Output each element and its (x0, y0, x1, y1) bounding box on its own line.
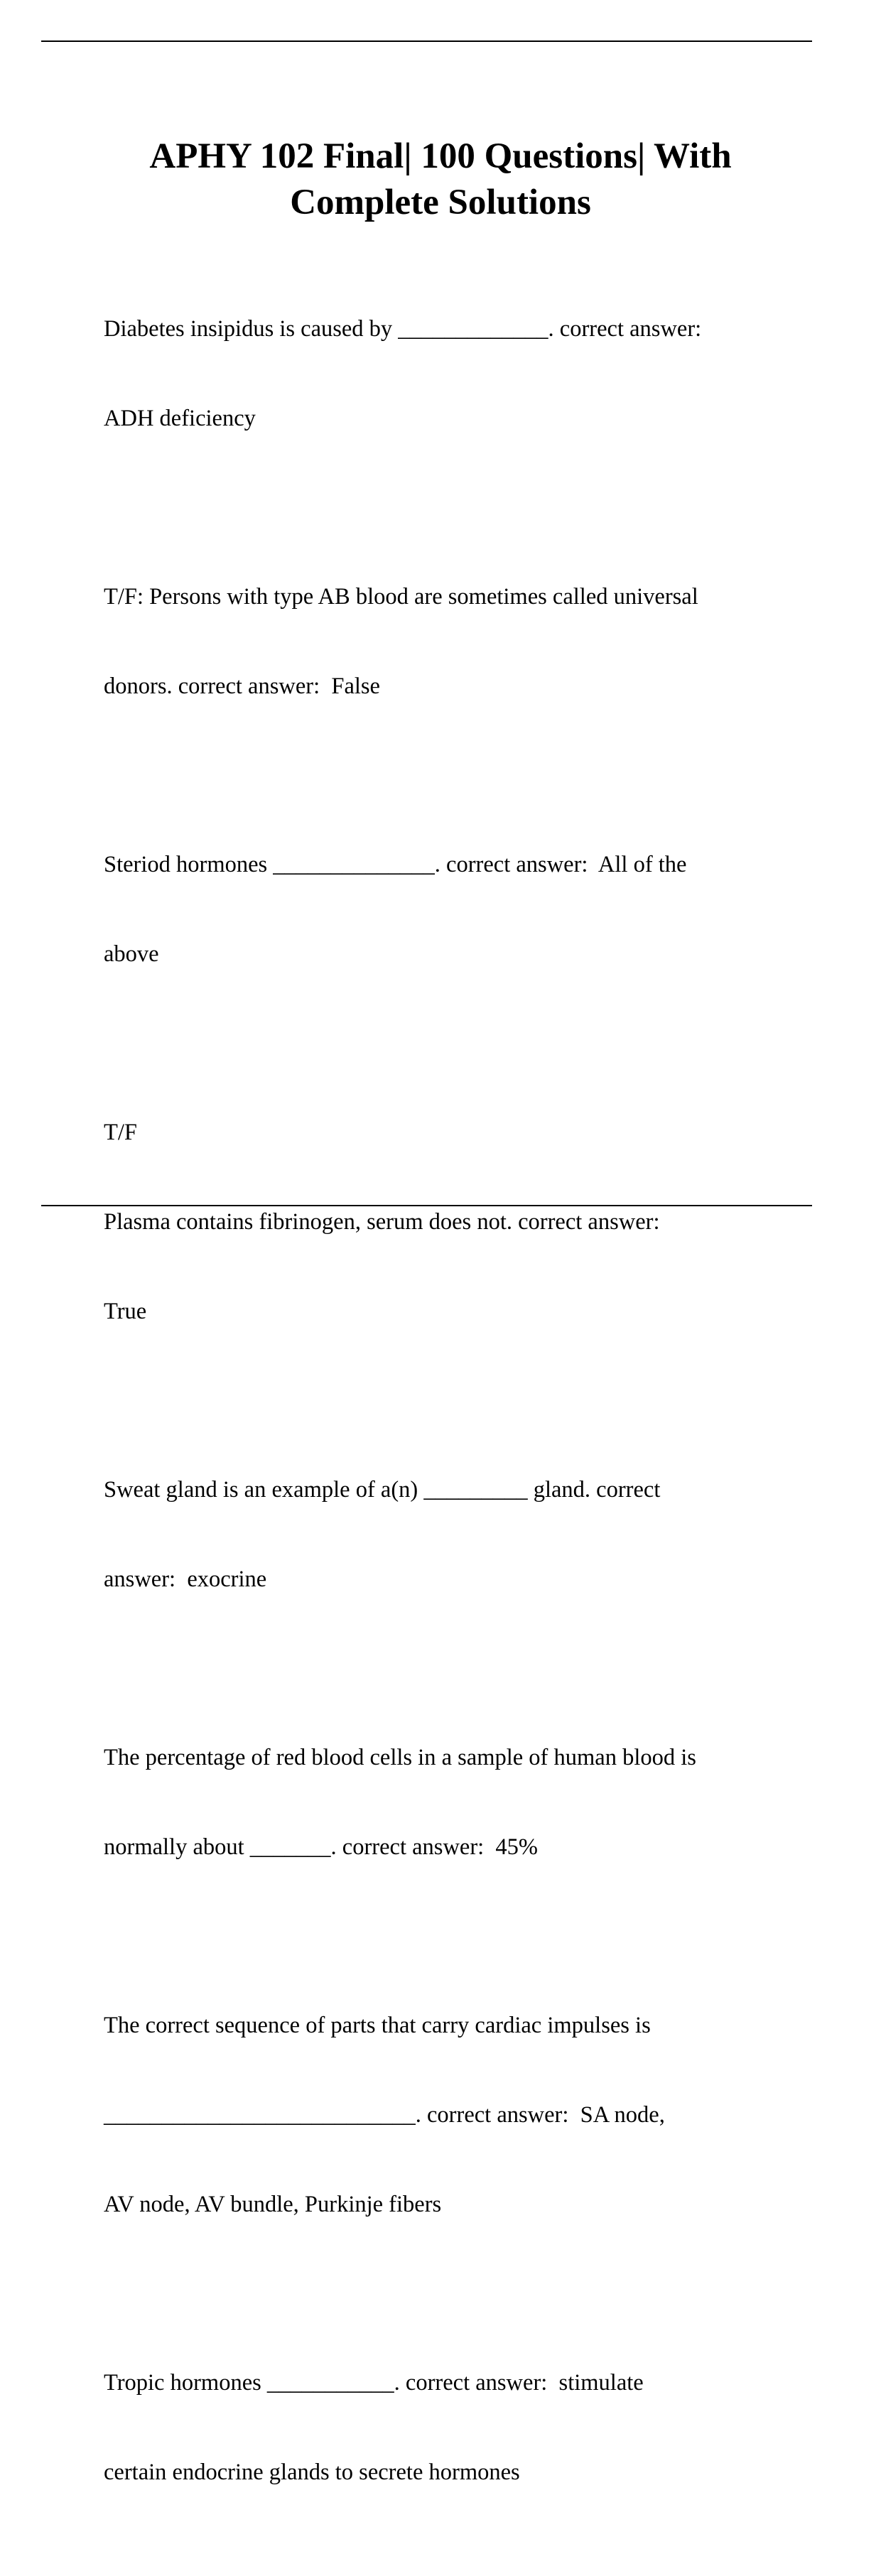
title-line-1: APHY 102 Final| 100 Questions| With (149, 136, 732, 176)
qa-line: normally about _______. correct answer: 45% (104, 1834, 539, 1860)
qa-line: T/F: Persons with type AB blood are sometimes called universal (104, 584, 698, 610)
qa-line: The correct sequence of parts that carry cardiac impulses is (104, 2013, 651, 2038)
question-answer-list (104, 254, 786, 2576)
qa-line: The percentage of red blood cells in a sample of human blood is (104, 1745, 696, 1770)
qa-line: answer: exocrine (104, 1566, 267, 1592)
qa-line: ___________________________. correct answer: SA node, (104, 2102, 665, 2128)
title-line-2: Complete Solutions (290, 183, 591, 222)
qa-item-1 (104, 254, 786, 493)
qa-line: certain endocrine glands to secrete hormones (104, 2459, 520, 2485)
qa-line: Steriod hormones ______________. correct answer: All of the (104, 852, 687, 877)
qa-line: AV node, AV bundle, Purkinje fibers (104, 2192, 442, 2217)
qa-item-4 (104, 1058, 786, 1386)
qa-line: above (104, 941, 159, 967)
qa-line: donors. correct answer: False (104, 673, 380, 699)
footer-rule (41, 1205, 812, 1206)
qa-line: True (104, 1299, 147, 1324)
qa-line: ADH deficiency (104, 406, 256, 431)
qa-line: Sweat gland is an example of a(n) _________ gland. correct (104, 1477, 661, 1503)
qa-line: Tropic hormones ___________. correct answer: stimulate (104, 2370, 644, 2396)
qa-item-3 (104, 790, 786, 1029)
header-rule (41, 40, 812, 42)
qa-item-6 (104, 1683, 786, 1922)
qa-line: Diabetes insipidus is caused by _____________. correct answer: (104, 316, 702, 342)
qa-line: Plasma contains fibrinogen, serum does not. correct answer: (104, 1209, 660, 1235)
qa-line: T/F (104, 1120, 137, 1145)
qa-item-5 (104, 1415, 786, 1654)
qa-item-7 (104, 1951, 786, 2279)
qa-item-8 (104, 2308, 786, 2547)
qa-item-2 (104, 522, 786, 761)
document-title (0, 134, 881, 226)
